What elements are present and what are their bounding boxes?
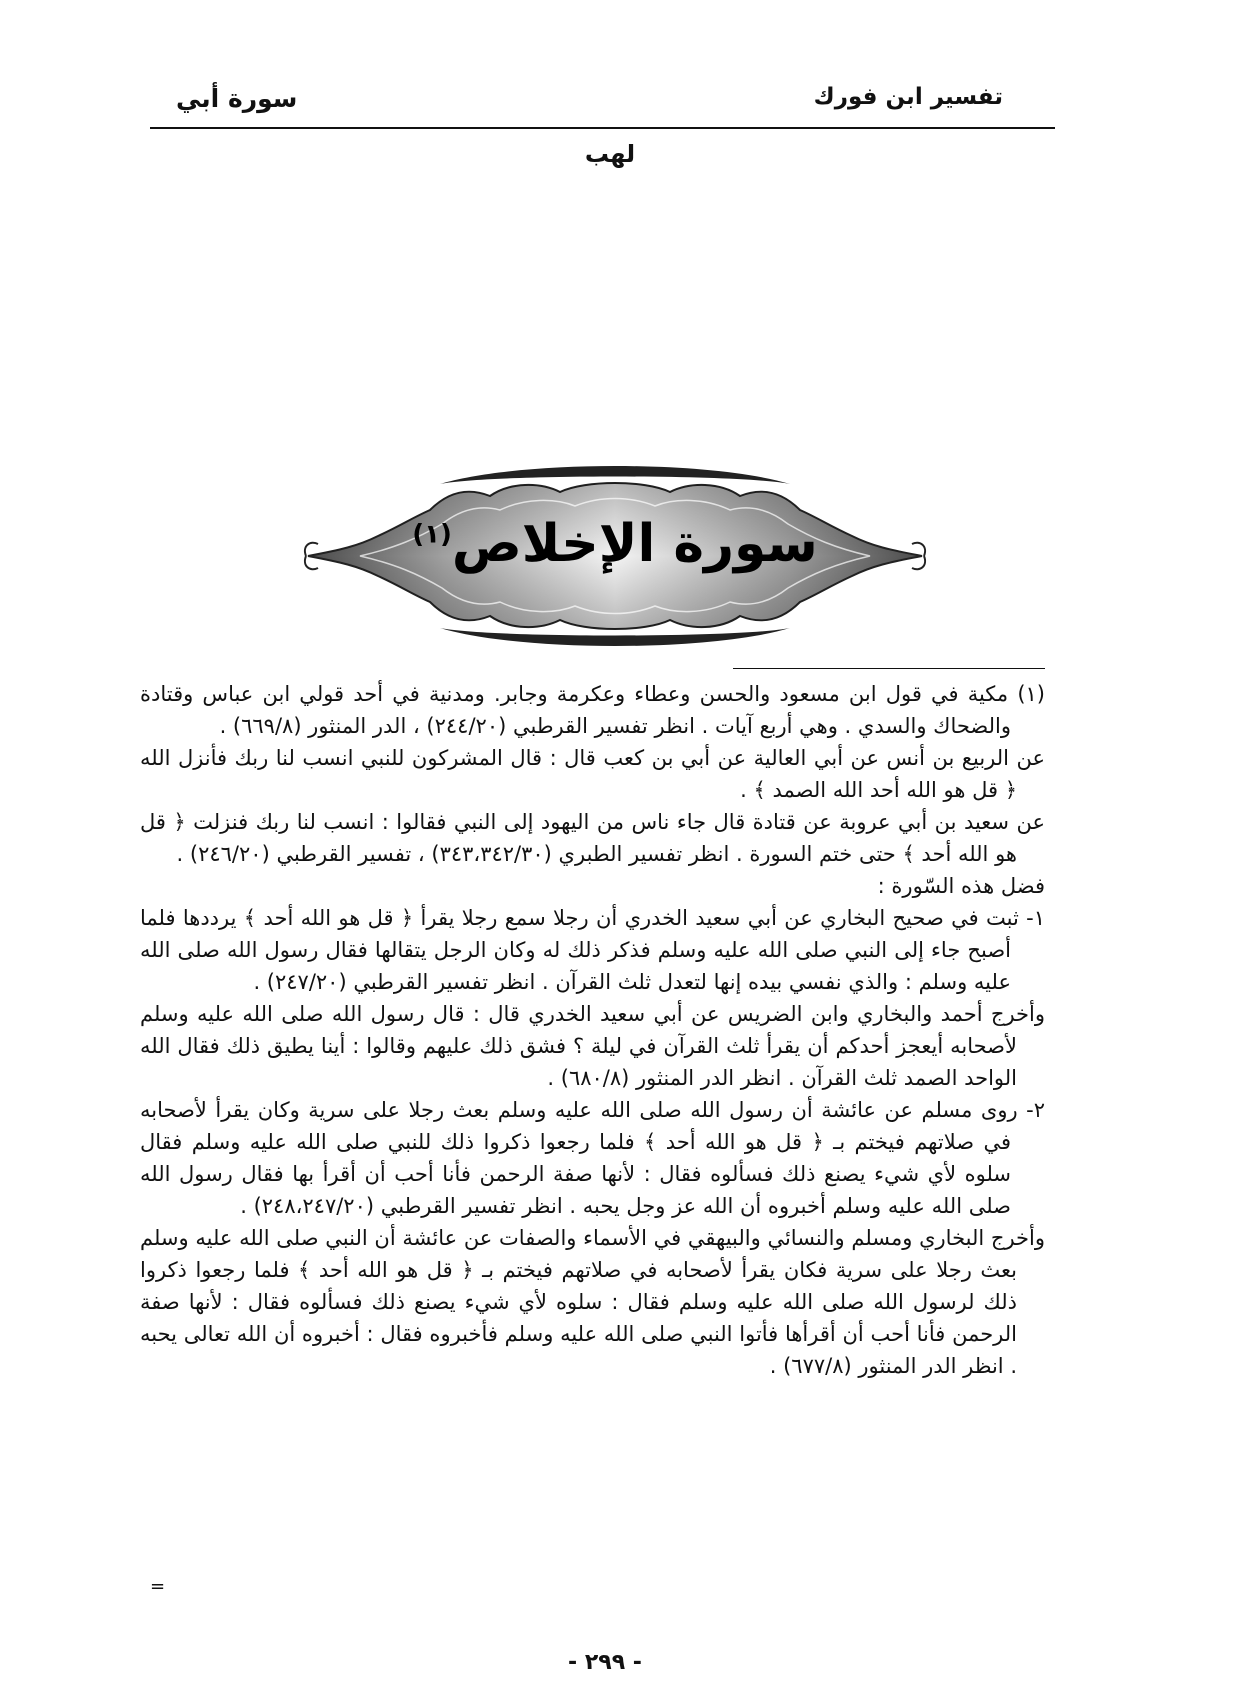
note-paragraph: عن سعيد بن أبي عروبة عن قتادة قال جاء ناس من اليهود إلى النبي فقالوا : انسب لنا ربك فنزلت ﴿ قل هو الله أحد ﴾ حتى ختم السورة . انظر تفسير الطبري (٣٤٣،٣٤٢/٣٠) ، تفسير القرطبي (٢٤٦/٢٠) . bbox=[140, 810, 1045, 866]
note-paragraph: عن الربيع بن أنس عن أبي العالية عن أبي بن كعب قال : قال المشركون للنبي انسب لنا ربك فأنزل الله ﴿ قل هو الله أحد الله الصمد ﴾ . bbox=[140, 746, 1045, 802]
note-paragraph: ١- ثبت في صحيح البخاري عن أبي سعيد الخدري أن رجلا سمع رجلا يقرأ ﴿ قل هو الله أحد ﴾ يرددها فلما أصبح جاء إلى النبي صلى الله عليه وسلم فذكر ذلك له وكان الرجل يتقالها فقال رسول الله صلى الله عليه وسلم : والذي نفسي بيده إنها لتعدل ثلث القرآن . انظر تفسير القرطبي (٢٤٧/٢٠) . bbox=[140, 906, 1045, 994]
footnote-separator bbox=[733, 668, 1045, 669]
footnotes bbox=[140, 678, 1045, 1382]
book-title: تفسير ابن فورك bbox=[813, 84, 1003, 110]
surah-running-title: سورة أبي bbox=[176, 84, 298, 113]
stray-mark: = bbox=[150, 1576, 166, 1597]
footnote-1: (١) مكية في قول ابن مسعود والحسن وعطاء وعكرمة وجابر. ومدنية في أحد قولي ابن عباس وقتادة والضحاك والسدي . وهي أربع آيات . انظر تفسير القرطبي (٢٤٤/٢٠) ، الدر المنثور (٦٦٩/٨) . bbox=[140, 682, 1045, 738]
surah-name bbox=[300, 514, 930, 574]
page-number: - ٢٩٩ - bbox=[568, 1650, 642, 1675]
footnote-ref-mark: (١) bbox=[412, 519, 452, 550]
note-paragraph: ٢- روى مسلم عن عائشة أن رسول الله صلى الله عليه وسلم بعث رجلا على سرية وكان يقرأ لأصحابه في صلاتهم فيختم بـ ﴿ قل هو الله أحد ﴾ فلما رجعوا ذكروا ذلك للنبي صلى الله عليه وسلم فقال سلوه لأي شيء يصنع ذلك فسألوه فقال : لأنها صفة الرحمن فأنا أحب أن أقرأ بها فقال رسول الله صلى الله عليه وسلم أخبروه أن الله عز وجل يحبه . انظر تفسير القرطبي (٢٤٨،٢٤٧/٢٠) . bbox=[140, 1098, 1045, 1218]
surah-name-text: سورة الإخلاص bbox=[451, 514, 818, 574]
note-paragraph: وأخرج البخاري ومسلم والنسائي والبيهقي في الأسماء والصفات عن عائشة أن النبي صلى الله عليه وسلم بعث رجلا على سرية فكان يقرأ لأصحابه في صلاتهم فيختم بـ ﴿ قل هو الله أحد ﴾ فلما رجعوا ذكروا ذلك لرسول الله صلى الله عليه وسلم فقال : سلوه لأي شيء يصنع ذلك فسألوه فقال : لأنها صفة الرحمن فأنا أحب أن أقرأها فأتوا النبي صلى الله عليه وسلم فأخبروه فقال : أخبروه أن الله تعالى يحبه . انظر الدر المنثور (٦٧٧/٨) . bbox=[140, 1226, 1045, 1378]
header-rule bbox=[150, 127, 1055, 129]
note-paragraph: وأخرج أحمد والبخاري وابن الضريس عن أبي سعيد الخدري قال : قال رسول الله صلى الله عليه وسلم لأصحابه أيعجز أحدكم أن يقرأ ثلث القرآن في ليلة ؟ فشق ذلك عليهم وقالوا : أينا يطيق ذلك فقال الله الواحد الصمد ثلث القرآن . انظر الدر المنثور (٦٨٠/٨) . bbox=[140, 1002, 1045, 1090]
surah-banner bbox=[300, 466, 930, 646]
surah-running-title-continued: لهب bbox=[584, 140, 636, 168]
section-heading: فضل هذه السّورة : bbox=[877, 874, 1045, 898]
